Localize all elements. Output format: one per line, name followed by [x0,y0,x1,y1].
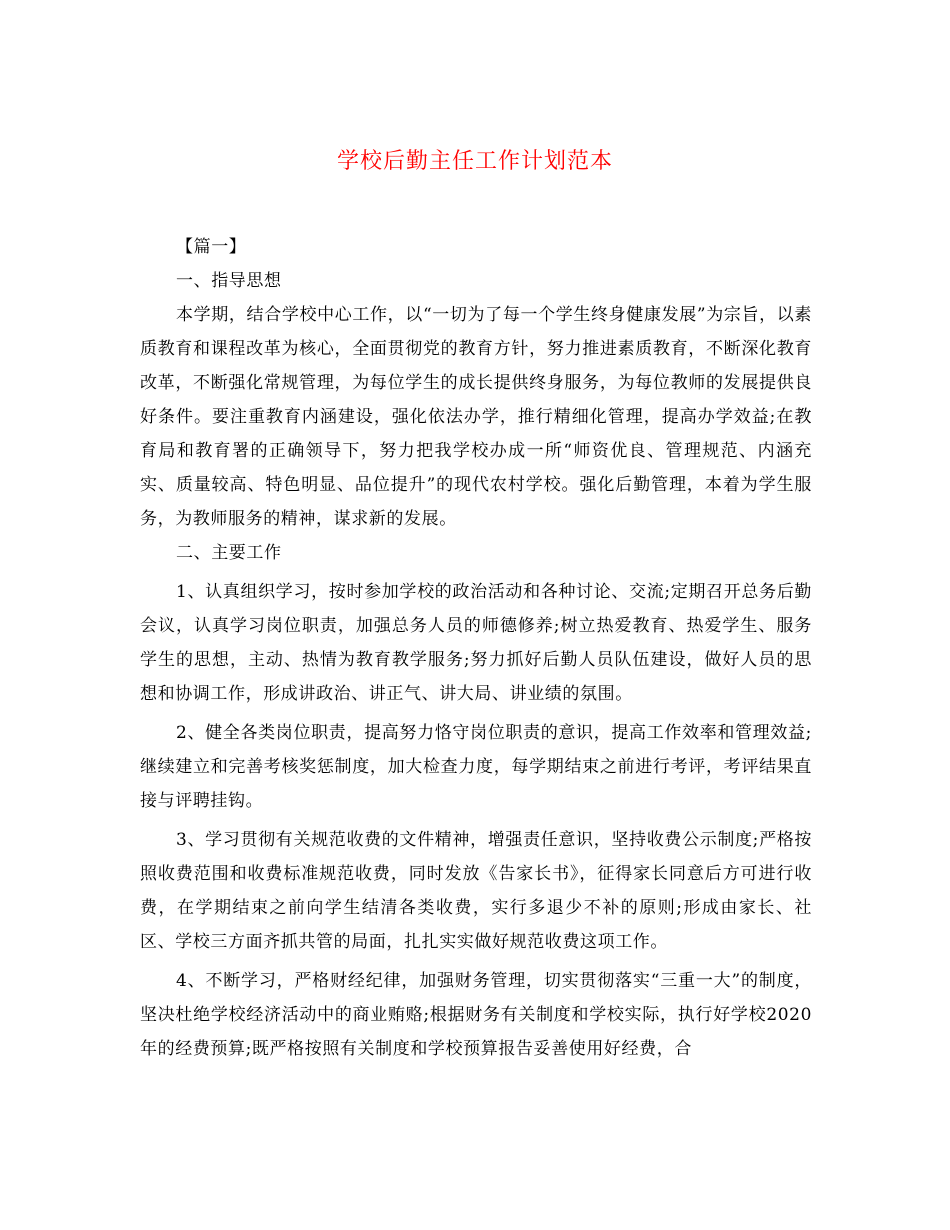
main-work-item-4: 4、不断学习，严格财经纪律，加强财务管理，切实贯彻落实“三重一大”的制度，坚决杜绝学校经济活动中的商业贿赂;根据财务有关制度和学校实际，执行好学校2020年的经费预算;既严格按照有关制度和学校预算报告妥善使用好经费，合 [140,971,812,1059]
document-title: 学校后勤主任工作计划范本 [336,149,613,174]
paragraph-guiding-ideology: 本学期，结合学校中心工作，以“一切为了每一个学生终身健康发展”为宗旨，以素质教育和课程改革为核心，全面贯彻党的教育方针，努力推进素质教育，不断深化教育改革，不断强化常规管理，为每位学生的成长提供终身服务，为每位教师的发展提供良好条件。要注重教育内涵建设，强化依法办学，推行精细化管理，提高办学效益;在教育局和教育署的正确领导下，努力把我学校办成一所“师资优良、管理规范、内涵充实、质量较高、特色明显、品位提升”的现代农村学校。强化后勤管理，本着为学生服务，为教师服务的精神，谋求新的发展。 [140,305,812,529]
section-label: 【篇一】 [176,237,247,257]
main-work-item-2: 2、健全各类岗位职责，提高努力恪守岗位职责的意识，提高工作效率和管理效益;继续建立和完善考核奖惩制度，加大检查力度，每学期结束之前进行考评，考评结果直接与评聘挂钩。 [140,723,812,811]
main-work-item-1: 1、认真组织学习，按时参加学校的政治活动和各种讨论、交流;定期召开总务后勤会议，认真学习岗位职责，加强总务人员的师德修养;树立热爱教育、热爱学生、服务学生的思想，主动、热情为教育教学服务;努力抓好后勤人员队伍建设，做好人员的思想和协调工作，形成讲政治、讲正气、讲大局、讲业绩的氛围。 [140,582,812,704]
heading-guiding-ideology: 一、指导思想 [176,271,282,291]
document-body [140,230,812,1066]
main-work-item-3: 3、学习贯彻有关规范收费的文件精神，增强责任意识，坚持收费公示制度;严格按照收费范围和收费标准规范收费，同时发放《告家长书》，征得家长同意后方可进行收费，在学期结束之前向学生结清各类收费，实行多退少不补的原则;形成由家长、社区、学校三方面齐抓共管的局面，扎扎实实做好规范收费这项工作。 [140,830,812,952]
heading-main-work: 二、主要工作 [176,543,282,563]
